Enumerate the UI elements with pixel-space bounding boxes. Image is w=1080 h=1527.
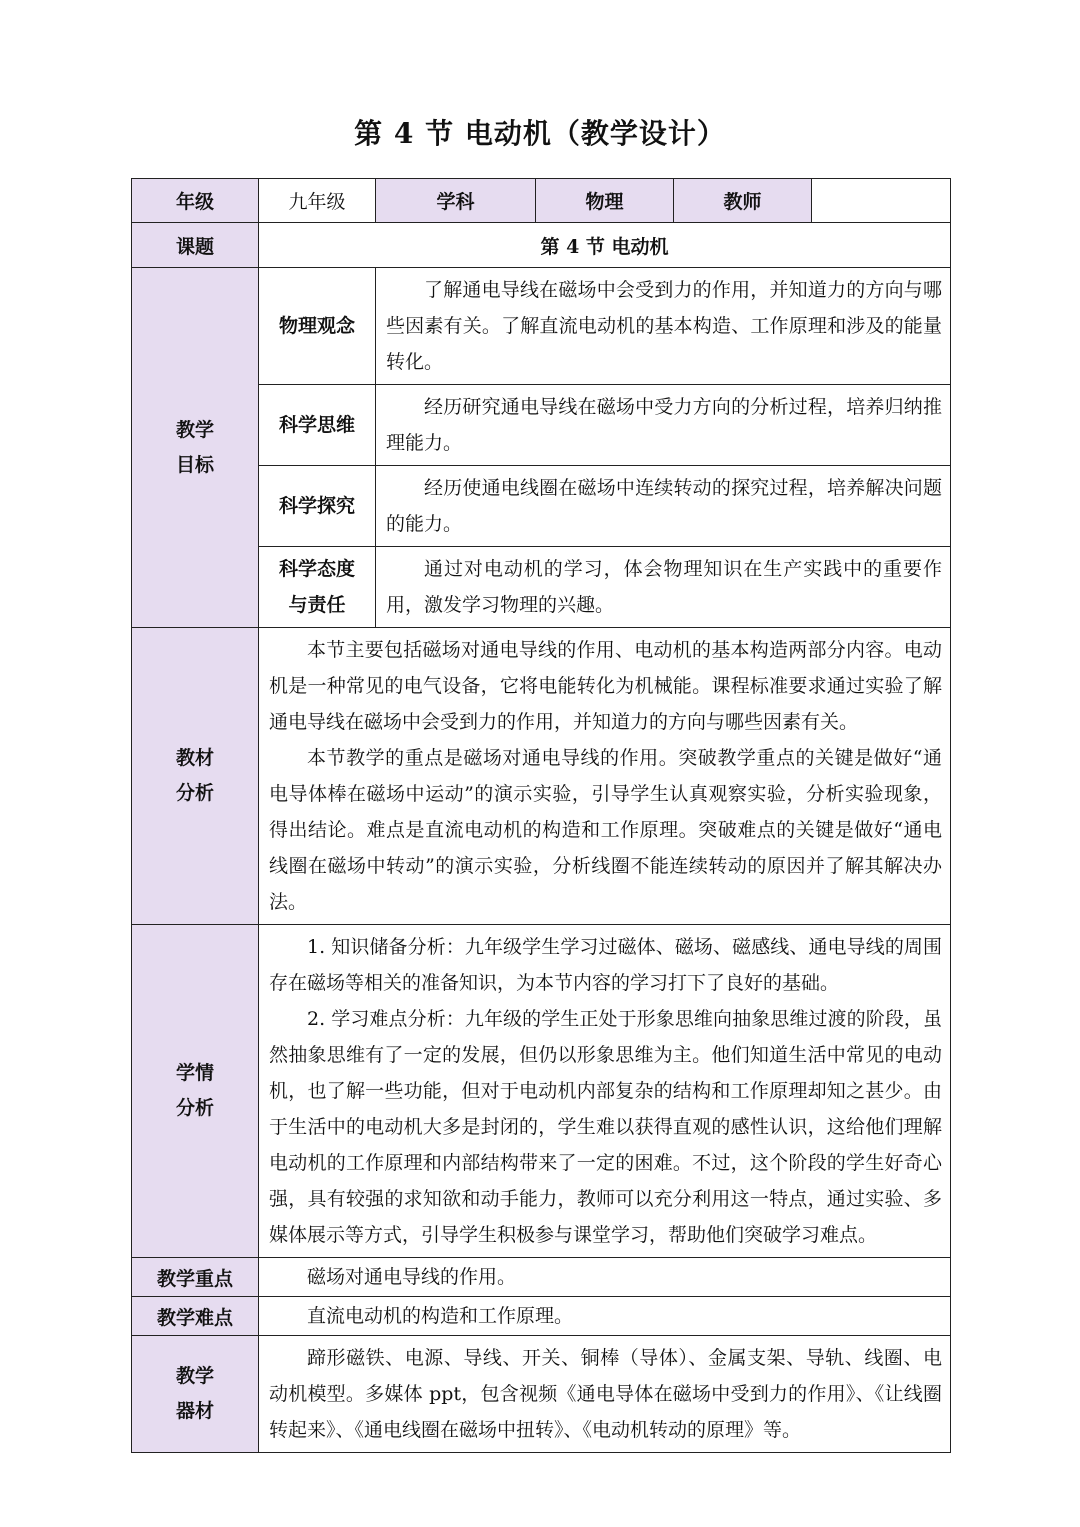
key-point-text: 磁场对通电导线的作用。 xyxy=(259,1258,951,1297)
teacher-label: 教师 xyxy=(674,179,812,223)
key-point-row xyxy=(132,1258,951,1297)
equipment-text: 蹄形磁铁、电源、导线、开关、铜棒（导体）、金属支架、导轨、线圈、电动机模型。多媒体 ppt，包含视频《通电导体在磁场中受到力的作用》、《让线圈转起来》、《通电线圈在磁场中扭转》、《电动机转动的原理》等。 xyxy=(259,1336,951,1453)
page-title: 第 4 节 电动机（教学设计） xyxy=(354,117,726,150)
student-analysis-text xyxy=(259,925,951,1258)
difficulty-row xyxy=(132,1297,951,1336)
student-analysis-label xyxy=(132,925,259,1258)
equipment-label-line2: 器材 xyxy=(175,1400,214,1422)
teacher-value xyxy=(812,179,951,223)
student-label-line1: 学情 xyxy=(175,1062,214,1084)
material-analysis-label xyxy=(132,628,259,925)
topic-label: 课题 xyxy=(132,223,259,268)
objective-name: 科学探究 xyxy=(259,466,376,547)
lesson-plan-table xyxy=(131,178,951,1453)
equipment-label-line1: 教学 xyxy=(175,1365,214,1387)
objective-row xyxy=(132,268,951,385)
objective-name: 物理观念 xyxy=(259,268,376,385)
grade-value: 九年级 xyxy=(259,179,376,223)
subject-label: 学科 xyxy=(376,179,536,223)
student-label-line2: 分析 xyxy=(175,1097,214,1119)
material-analysis-row xyxy=(132,628,951,925)
header-row xyxy=(132,179,951,223)
difficulty-text: 直流电动机的构造和工作原理。 xyxy=(259,1297,951,1336)
paragraph: 本节主要包括磁场对通电导线的作用、电动机的基本构造两部分内容。电动机是一种常见的电气设备，它将电能转化为机械能。课程标准要求通过实验了解通电导线在磁场中会受到力的作用，并知道力的方向与哪些因素有关。 xyxy=(269,639,942,733)
objective-name-line1: 科学态度 xyxy=(278,558,355,580)
equipment-label xyxy=(132,1336,259,1453)
subject-value: 物理 xyxy=(536,179,674,223)
paragraph: 2. 学习难点分析：九年级的学生正处于形象思维向抽象思维过渡的阶段，虽然抽象思维有了一定的发展，但仍以形象思维为主。他们知道生活中常见的电动机，也了解一些功能，但对于电动机内部复杂的结构和工作原理却知之甚少。由于生活中的电动机大多是封闭的，学生难以获得直观的感性认识，这给他们理解电动机的工作原理和内部结构带来了一定的困难。不过，这个阶段的学生好奇心强，具有较强的求知欲和动手能力，教师可以充分利用这一特点，通过实验、多媒体展示等方式，引导学生积极参与课堂学习，帮助他们突破学习难点。 xyxy=(269,1008,942,1246)
material-analysis-text xyxy=(259,628,951,925)
difficulty-label: 教学难点 xyxy=(132,1297,259,1336)
key-point-label: 教学重点 xyxy=(132,1258,259,1297)
equipment-row xyxy=(132,1336,951,1453)
material-label-line2: 分析 xyxy=(175,782,214,804)
objectives-label-line1: 教学 xyxy=(175,418,214,441)
objective-name-line2: 与责任 xyxy=(288,594,346,616)
objective-text: 经历使通电线圈在磁场中连续转动的探究过程，培养解决问题的能力。 xyxy=(376,466,951,547)
objectives-label xyxy=(132,268,259,628)
paragraph: 1. 知识储备分析：九年级学生学习过磁体、磁场、磁感线、通电导线的周围存在磁场等相关的准备知识，为本节内容的学习打下了良好的基础。 xyxy=(269,936,942,994)
grade-label: 年级 xyxy=(132,179,259,223)
topic-value: 第 4 节 电动机 xyxy=(259,223,951,268)
objective-text: 经历研究通电导线在磁场中受力方向的分析过程，培养归纳推理能力。 xyxy=(376,385,951,466)
topic-row xyxy=(132,223,951,268)
objective-name xyxy=(259,547,376,628)
objectives-label-line2: 目标 xyxy=(175,453,214,476)
objective-name: 科学思维 xyxy=(259,385,376,466)
material-label-line1: 教材 xyxy=(175,747,214,769)
paragraph: 本节教学的重点是磁场对通电导线的作用。突破教学重点的关键是做好“通电导体棒在磁场中运动”的演示实验，引导学生认真观察实验，分析实验现象，得出结论。难点是直流电动机的构造和工作原理。突破难点的关键是做好“通电线圈在磁场中转动”的演示实验，分析线圈不能连续转动的原因并了解其解决办法。 xyxy=(269,747,942,913)
objective-text: 了解通电导线在磁场中会受到力的作用，并知道力的方向与哪些因素有关。了解直流电动机的基本构造、工作原理和涉及的能量转化。 xyxy=(376,268,951,385)
objective-text: 通过对电动机的学习，体会物理知识在生产实践中的重要作用，激发学习物理的兴趣。 xyxy=(376,547,951,628)
student-analysis-row xyxy=(132,925,951,1258)
